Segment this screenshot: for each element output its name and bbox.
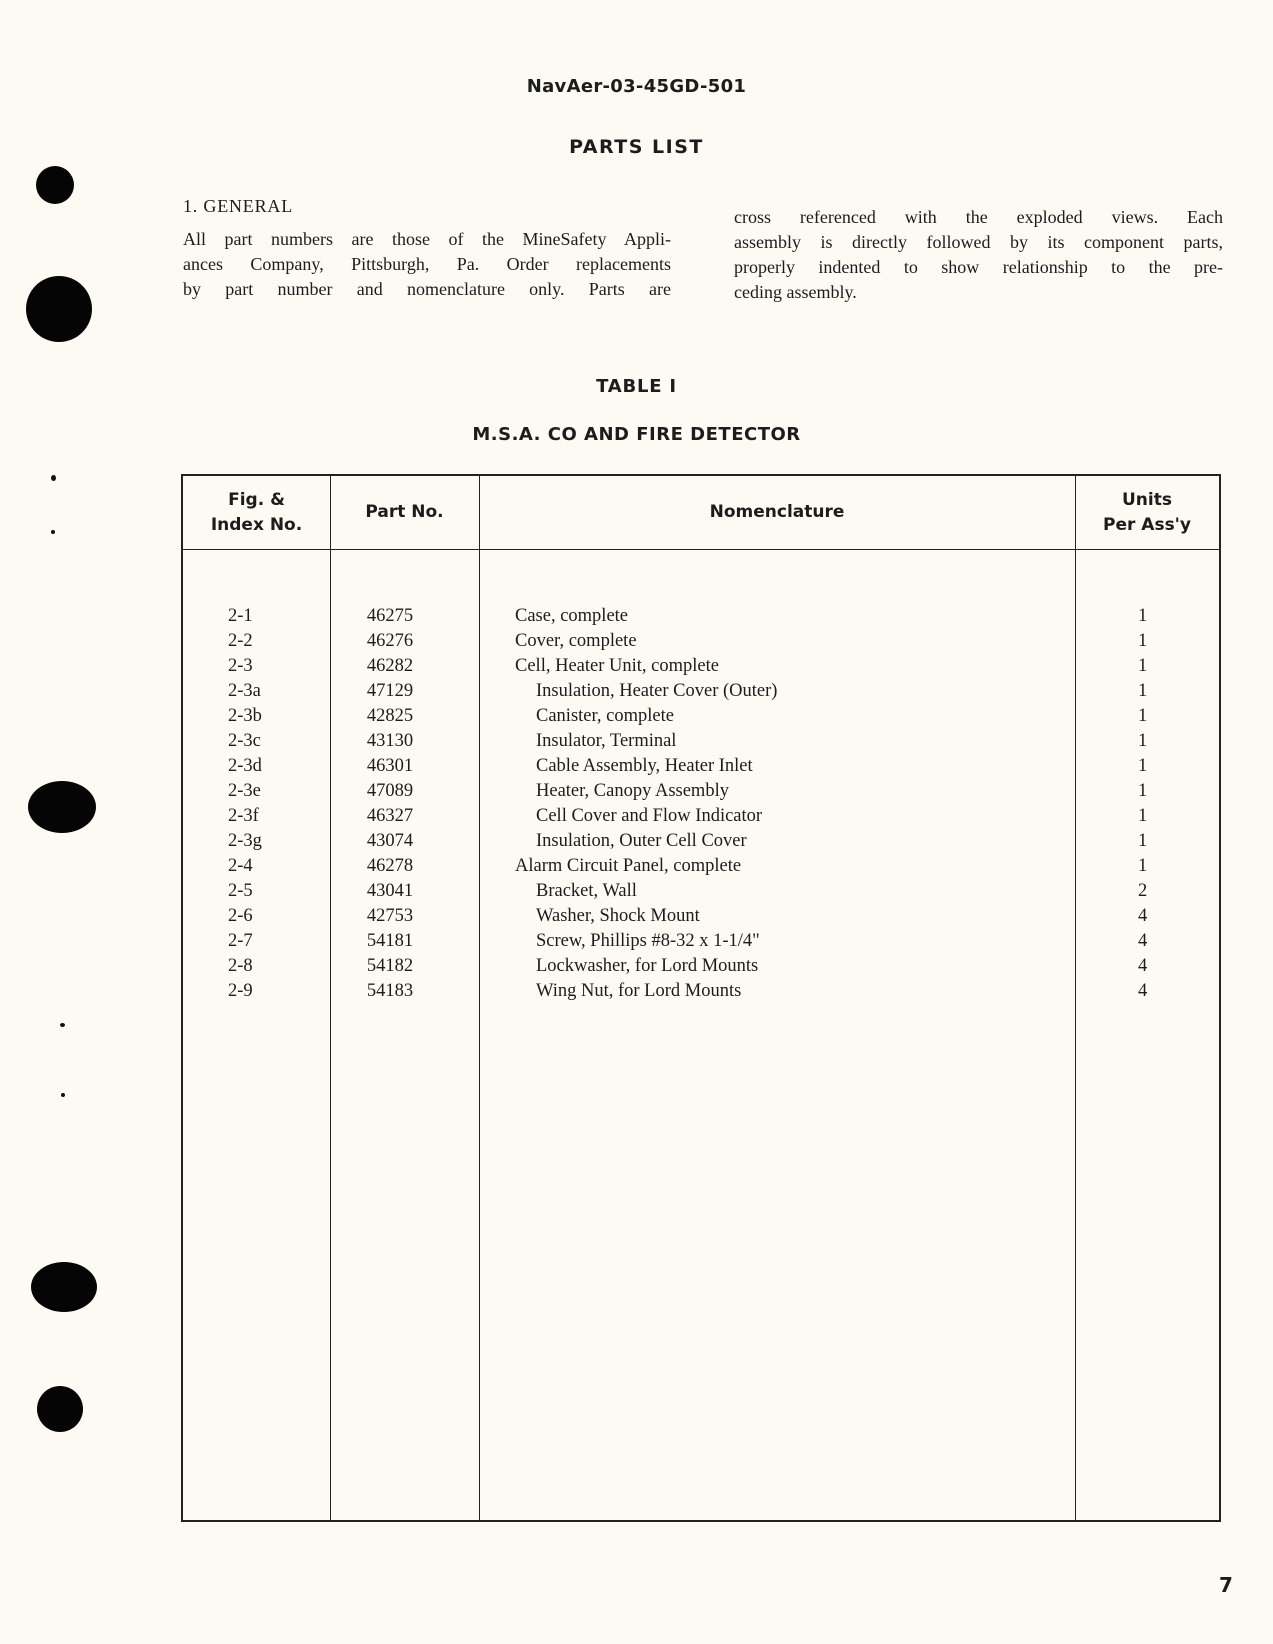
column-header-line: Units xyxy=(1122,489,1172,510)
cell-part-no: 54182 xyxy=(366,956,414,976)
cell-nomenclature: Wing Nut, for Lord Mounts xyxy=(536,981,742,1001)
paragraph-line: by part number and nomenclature only. Parts are xyxy=(183,279,671,299)
table-row xyxy=(183,681,1219,706)
punch-hole-icon xyxy=(37,1386,83,1432)
cell-part-no: 46282 xyxy=(366,656,414,676)
cell-nomenclature: Insulator, Terminal xyxy=(536,731,677,751)
column-header-units xyxy=(1075,476,1219,549)
cell-units: 2 xyxy=(1138,881,1148,901)
cell-fig-index: 2-3g xyxy=(228,831,262,851)
table-title: TABLE I xyxy=(596,376,677,397)
table-row xyxy=(183,606,1219,631)
cell-nomenclature: Screw, Phillips #8-32 x 1-1/4" xyxy=(536,931,760,951)
speck-mark xyxy=(61,1093,65,1097)
cell-nomenclature: Alarm Circuit Panel, complete xyxy=(515,856,742,876)
cell-part-no: 42753 xyxy=(366,906,414,926)
parts-table xyxy=(181,474,1221,1522)
paragraph-line: All part numbers are those of the MineSafety Appli- xyxy=(183,229,671,249)
cell-fig-index: 2-3e xyxy=(228,781,261,801)
cell-part-no: 43130 xyxy=(366,731,414,751)
cell-nomenclature: Insulation, Outer Cell Cover xyxy=(536,831,747,851)
cell-fig-index: 2-7 xyxy=(228,931,253,951)
cell-part-no: 46327 xyxy=(366,806,414,826)
cell-units: 1 xyxy=(1138,606,1148,626)
cell-fig-index: 2-5 xyxy=(228,881,253,901)
punch-hole-icon xyxy=(36,166,74,204)
column-header-line: Index No. xyxy=(210,514,303,535)
cell-units: 4 xyxy=(1138,956,1148,976)
cell-part-no: 54183 xyxy=(366,981,414,1001)
cell-part-no: 46278 xyxy=(366,856,414,876)
cell-units: 4 xyxy=(1138,931,1148,951)
cell-nomenclature: Heater, Canopy Assembly xyxy=(536,781,729,801)
column-header-nomenclature xyxy=(479,476,1075,549)
cell-units: 1 xyxy=(1138,706,1148,726)
cell-fig-index: 2-3d xyxy=(228,756,262,776)
cell-part-no: 42825 xyxy=(366,706,414,726)
cell-nomenclature: Bracket, Wall xyxy=(536,881,637,901)
general-paragraph-right xyxy=(734,205,1223,305)
cell-nomenclature: Washer, Shock Mount xyxy=(536,906,700,926)
cell-units: 1 xyxy=(1138,681,1148,701)
cell-fig-index: 2-3b xyxy=(228,706,262,726)
cell-part-no: 46275 xyxy=(366,606,414,626)
table-row xyxy=(183,881,1219,906)
header-divider xyxy=(183,549,1219,550)
column-header-fig-index xyxy=(183,476,330,549)
cell-fig-index: 2-4 xyxy=(228,856,253,876)
punch-hole-icon xyxy=(28,781,96,833)
paragraph-line: ances Company, Pittsburgh, Pa. Order replacements xyxy=(183,254,671,274)
cell-fig-index: 2-9 xyxy=(228,981,253,1001)
cell-part-no: 46301 xyxy=(366,756,414,776)
table-row xyxy=(183,956,1219,981)
table-row xyxy=(183,731,1219,756)
column-header-part-no xyxy=(330,476,479,549)
cell-fig-index: 2-2 xyxy=(228,631,253,651)
table-row xyxy=(183,906,1219,931)
table-row xyxy=(183,781,1219,806)
table-row xyxy=(183,756,1219,781)
cell-nomenclature: Lockwasher, for Lord Mounts xyxy=(536,956,759,976)
cell-part-no: 47129 xyxy=(366,681,414,701)
cell-fig-index: 2-1 xyxy=(228,606,253,626)
cell-fig-index: 2-3c xyxy=(228,731,261,751)
table-row xyxy=(183,931,1219,956)
cell-fig-index: 2-3a xyxy=(228,681,261,701)
page-number: 7 xyxy=(1219,1573,1233,1597)
cell-fig-index: 2-6 xyxy=(228,906,253,926)
cell-part-no: 54181 xyxy=(366,931,414,951)
cell-units: 4 xyxy=(1138,981,1148,1001)
cell-units: 1 xyxy=(1138,806,1148,826)
paragraph-line: cross referenced with the exploded views. Each xyxy=(734,207,1223,227)
table-row xyxy=(183,806,1219,831)
cell-units: 1 xyxy=(1138,656,1148,676)
speck-mark xyxy=(51,530,55,534)
cell-units: 1 xyxy=(1138,781,1148,801)
table-row xyxy=(183,831,1219,856)
speck-mark xyxy=(51,475,56,481)
cell-units: 1 xyxy=(1138,731,1148,751)
column-header-line: Nomenclature xyxy=(709,502,845,522)
page-title: PARTS LIST xyxy=(569,136,704,158)
cell-fig-index: 2-3 xyxy=(228,656,253,676)
cell-nomenclature: Canister, complete xyxy=(536,706,674,726)
speck-mark xyxy=(60,1023,65,1027)
cell-units: 1 xyxy=(1138,631,1148,651)
column-header-line: Part No. xyxy=(365,502,444,522)
table-row xyxy=(183,706,1219,731)
column-header-line: Per Ass'y xyxy=(1103,514,1191,535)
cell-part-no: 46276 xyxy=(366,631,414,651)
cell-nomenclature: Case, complete xyxy=(515,606,629,626)
column-header-line: Fig. & xyxy=(228,489,285,510)
cell-part-no: 43074 xyxy=(366,831,414,851)
general-paragraph-left xyxy=(183,227,671,302)
cell-fig-index: 2-3f xyxy=(228,806,259,826)
table-row xyxy=(183,656,1219,681)
punch-hole-icon xyxy=(31,1262,97,1312)
cell-nomenclature: Cover, complete xyxy=(515,631,637,651)
paragraph-line: assembly is directly followed by its component parts, xyxy=(734,232,1223,252)
cell-part-no: 43041 xyxy=(366,881,414,901)
section-heading: 1. GENERAL xyxy=(183,196,293,216)
cell-nomenclature: Cell, Heater Unit, complete xyxy=(515,656,719,676)
table-row xyxy=(183,631,1219,656)
cell-fig-index: 2-8 xyxy=(228,956,253,976)
cell-units: 1 xyxy=(1138,856,1148,876)
paragraph-line: ceding assembly. xyxy=(734,282,857,302)
table-row xyxy=(183,981,1219,1006)
document-number: NavAer-03-45GD-501 xyxy=(526,76,747,97)
punch-hole-icon xyxy=(26,276,92,342)
cell-nomenclature: Cable Assembly, Heater Inlet xyxy=(536,756,753,776)
cell-nomenclature: Insulation, Heater Cover (Outer) xyxy=(536,681,778,701)
cell-units: 1 xyxy=(1138,831,1148,851)
cell-nomenclature: Cell Cover and Flow Indicator xyxy=(536,806,763,826)
table-body xyxy=(183,606,1219,1006)
cell-units: 4 xyxy=(1138,906,1148,926)
table-row xyxy=(183,856,1219,881)
cell-units: 1 xyxy=(1138,756,1148,776)
cell-part-no: 47089 xyxy=(366,781,414,801)
paragraph-line: properly indented to show relationship to the pre- xyxy=(734,257,1223,277)
table-subtitle: M.S.A. CO AND FIRE DETECTOR xyxy=(472,424,801,445)
